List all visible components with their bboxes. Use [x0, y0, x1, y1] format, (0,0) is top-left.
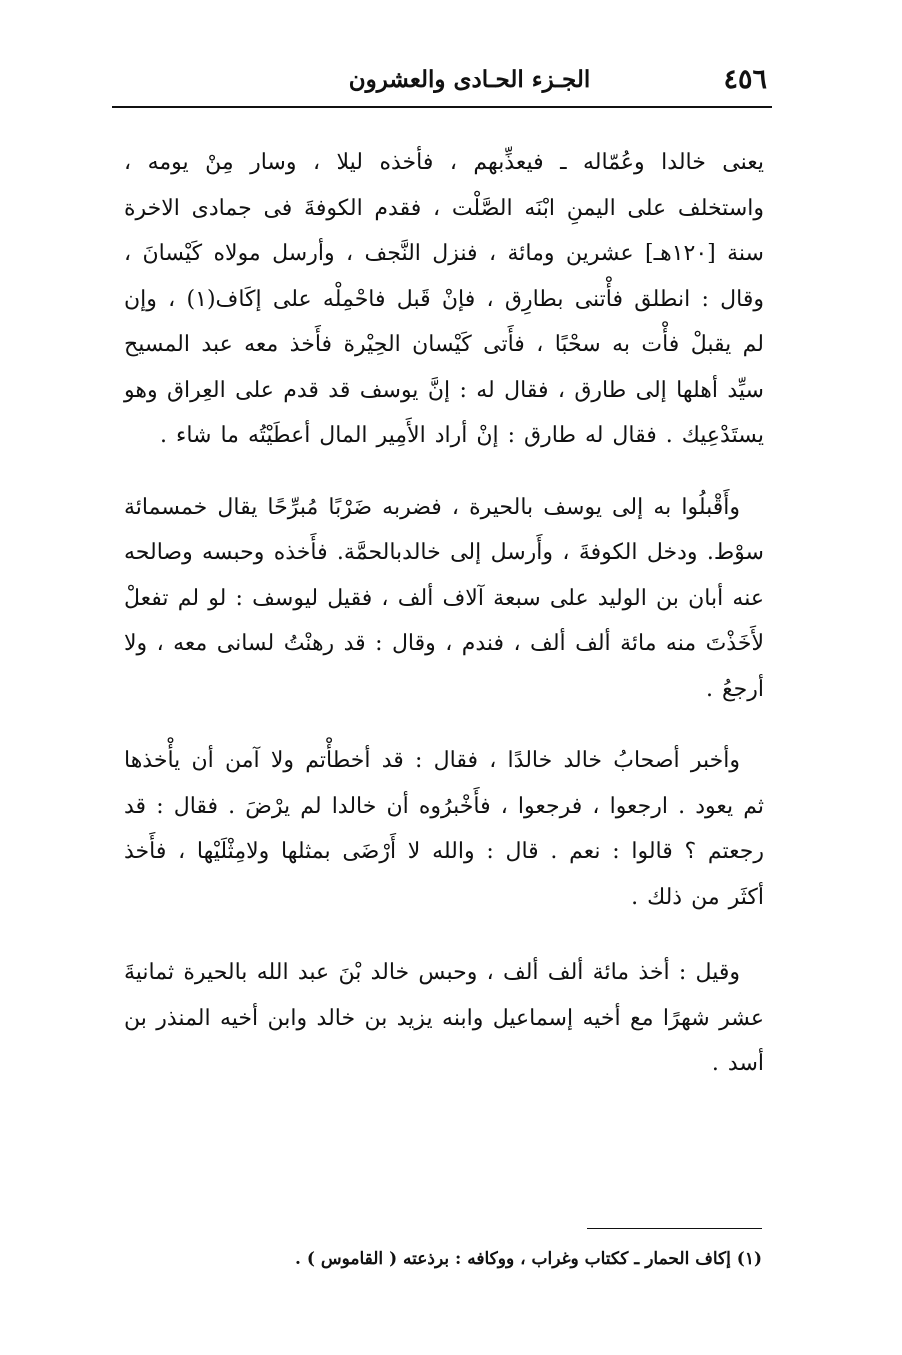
text-line: المنذر بن أسد . [124, 1005, 764, 1076]
body-text [124, 140, 764, 1087]
header-rule [112, 106, 772, 108]
footnote-rule [587, 1228, 762, 1229]
text-line: لسانى معه ، ولا أرجعُ . [124, 631, 764, 702]
text-line: ثم يعود . ارجعوا ، فرجعوا ، فأَخْبرُوه أن خالدا لم يرْضَ . فقال : [156, 793, 764, 819]
text-line: سيِّد أهلها إلى طارق ، فقال له : إنَّ يوسف قد قدم على العِراق وهو [124, 377, 764, 403]
paragraph-3 [124, 738, 764, 920]
paragraph-2 [124, 485, 764, 713]
text-line: وأَقْبلُوا به إلى يوسف بالحيرة ، فضربه ضَرْبًا مُبرِّحًا يقال خمسمائة [124, 494, 740, 520]
page-number: ٤٥٦ [723, 64, 767, 95]
text-line: واستخلف على اليمنِ ابْنَه الصَّلْت ، فقدم الكوفةَ فى جمادى الاخرة [124, 195, 764, 221]
text-line: وإن لم يقبلْ فأْت به سحْبًا ، فأَتى كَيْسان الحِيْرة فأَخذ معه عبد المسيح [124, 286, 764, 357]
text-line: أكثَر من ذلك . [631, 884, 764, 910]
text-line: وقيل : أخذ مائة ألف ألف ، وحبس خالد بْنَ عبد الله بالحيرة [183, 960, 740, 985]
text-line: قد رجعتم ؟ قالوا : نعم . قال : والله لا أَرْضَى بمثلها ولامِثْلَيْها ، فأَخذ [124, 793, 764, 864]
text-line: ثمانيةَ عشر شهرًا مع أخيه إسماعيل وابنه يزيد بن خالد وابن أخيه [124, 960, 764, 1031]
text-line: سنة [١٢٠هـ] عشرين ومائة ، فنزل النَّجف ، وأرسل مولاه كَيْسانَ ، [124, 241, 764, 266]
text-line: عنه أبان بن الوليد على سبعة آلاف ألف ، فقيل ليوسف : [235, 585, 764, 611]
footnote: (١) إكاف الحمار ـ ككتاب وغراب ، ووكافه : برذعته ( القاموس ) . [295, 1249, 762, 1269]
text-line: وقال : انطلق فأْتنى بطارِق ، فإنْ قَبل فاحْمِلْه على إكَاف(١) ، [168, 286, 764, 312]
paragraph-4 [124, 950, 764, 1087]
text-line: سوْط. ودخل الكوفةَ ، وأَرسل إلى خالدبالحمَّة. فأَخذه وحبسه وصالحه [124, 540, 764, 565]
paragraph-1 [124, 140, 764, 459]
page-header [112, 62, 767, 102]
text-line: وأخبر أصحابُ خالد خالدًا ، فقال : قد أخطأْتم ولا آمن أن يأْخذها [124, 748, 740, 773]
text-line: يستَدْعِيك . فقال له طارق : إنْ أراد الأَمِير المال أعطَيْتُه ما شاء . [160, 423, 764, 448]
text-line: يعنى خالدا وعُمّاله ـ فيعذِّبهم ، فأخذه ليلا ، وسار مِنْ يومه ، [124, 150, 764, 175]
running-title: الجـزء الحـادى والعشرون [348, 66, 591, 93]
text-line: لو لم تفعلْ لأَخَذْتَ منه مائة ألف ألف ، فندم ، وقال : قد رهنْتُ [124, 585, 764, 656]
